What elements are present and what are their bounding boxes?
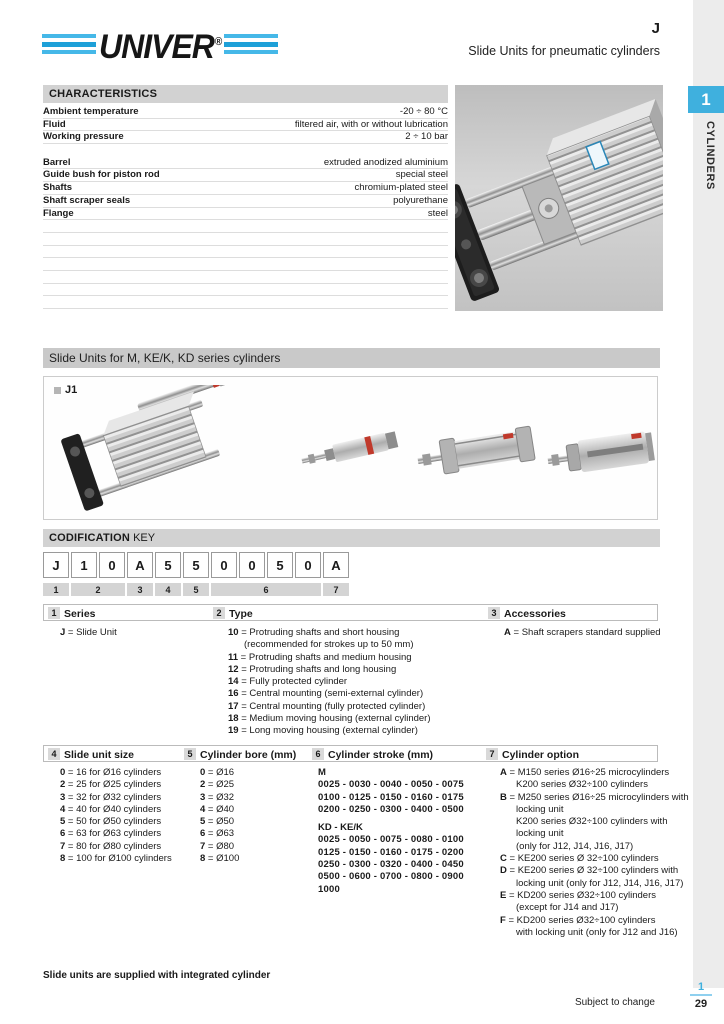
code-character-box: A (127, 552, 153, 578)
stroke-values-line: 0025 - 0050 - 0075 - 0080 - 0100 (318, 834, 464, 846)
entry-code: 8 (60, 853, 66, 865)
characteristics-row (43, 233, 448, 246)
key-entry-line: 5 = Ø50 (200, 816, 235, 828)
stroke-values-line: 0100 - 0125 - 0150 - 0160 - 0175 (318, 791, 464, 803)
entry-code: 7 (200, 840, 206, 852)
logo-stripes-left-icon (42, 34, 96, 58)
entry-code: 5 (200, 816, 206, 828)
key-entry-line: locking unit (516, 828, 564, 840)
characteristics-row (43, 284, 448, 297)
entry-code: 11 (228, 651, 239, 663)
characteristics-row (43, 131, 448, 144)
entry-code: 18 (228, 713, 239, 725)
key-entry-line: (recommended for strokes up to 50 mm) (244, 639, 414, 651)
key-entry-line: locking unit (516, 803, 564, 815)
key-entry-line: with locking unit (only for J12 and J16) (516, 926, 678, 938)
entry-code: 6 (60, 828, 66, 840)
characteristic-label: Flange (43, 207, 74, 219)
section-title: Cylinder bore (mm) (200, 748, 297, 761)
subject-to-change-note: Subject to change (574, 997, 655, 1008)
characteristics-row (43, 271, 448, 284)
key-entry-line: 8 = 100 for Ø100 cylinders (60, 853, 172, 865)
stroke-series-label: KD - KE/K (318, 822, 363, 834)
characteristics-row (43, 144, 448, 157)
characteristic-label: Barrel (43, 156, 71, 168)
entry-code: 3 (60, 791, 66, 803)
key-entry-line: 18 = Medium moving housing (external cylinder) (228, 713, 431, 725)
characteristic-value: 2 ÷ 10 bar (405, 131, 448, 143)
entry-code: A (500, 767, 507, 778)
stroke-values-line: 1000 (318, 883, 340, 895)
codification-code-row (43, 552, 349, 578)
characteristics-row (43, 296, 448, 309)
stroke-series-label: M (318, 767, 326, 778)
section-number-chip: 1 (48, 607, 60, 619)
entry-code: C (500, 853, 507, 865)
document-title: Slide Units for pneumatic cylinders (468, 44, 660, 58)
characteristics-row (43, 220, 448, 233)
key-entry-line: K200 series Ø32÷100 cylinders with (516, 816, 668, 828)
size-column (60, 767, 190, 865)
sidebar-chapter-label: CYLINDERS (704, 121, 716, 190)
logo-wordmark (99, 26, 222, 66)
registered-mark-icon: ® (214, 36, 222, 49)
characteristic-value: -20 ÷ 80 °C (399, 106, 448, 117)
key-entry-line: 12 = Protruding shafts and long housing (228, 663, 397, 675)
stroke-values-line: 0025 - 0030 - 0040 - 0050 - 0075 (318, 779, 464, 791)
key-entry-line: K200 series Ø32÷100 cylinders (516, 779, 648, 791)
entry-code: 12 (228, 663, 239, 675)
page-number-value: 29 (694, 998, 708, 1010)
entry-code: J (60, 627, 66, 638)
page-number (690, 981, 712, 1010)
footer-note: Slide units are supplied with integrated cylinder (43, 970, 271, 981)
stroke-values-line: 0250 - 0300 - 0320 - 0400 - 0450 (318, 859, 464, 871)
characteristic-value: steel (427, 207, 448, 219)
code-position-marker: 7 (323, 583, 349, 596)
characteristic-label: Working pressure (43, 131, 124, 143)
entry-code: E (500, 889, 507, 901)
code-position-marker: 5 (183, 583, 209, 596)
section-title: Type (229, 607, 253, 620)
key-entry-line: 2 = Ø25 (200, 779, 235, 791)
characteristics-row (43, 182, 448, 195)
section-number-chip: 2 (213, 607, 225, 619)
code-position-marker: 6 (211, 583, 321, 596)
characteristic-value: filtered air, with or without lubrication (294, 118, 448, 130)
characteristics-header: CHARACTERISTICS (43, 85, 448, 103)
entry-code: 0 (60, 767, 66, 778)
key-entry-line: locking unit (only for J12, J14, J16, J17) (516, 877, 684, 889)
key-entry-line: 2 = 25 for Ø25 cylinders (60, 779, 162, 791)
entry-code: 4 (200, 803, 206, 815)
entry-code: A (504, 627, 511, 638)
characteristics-row (43, 208, 448, 221)
code-position-marker: 2 (71, 583, 125, 596)
photo-slide-unit-j1 (52, 385, 284, 515)
code-character-box: 1 (71, 552, 97, 578)
key-entry-line: 6 = Ø63 (200, 828, 235, 840)
section-number-chip: 7 (486, 748, 498, 760)
code-character-box: 5 (267, 552, 293, 578)
key-bottom-header (43, 745, 658, 762)
characteristic-label: Fluid (43, 118, 66, 130)
type-column (228, 627, 490, 738)
key-entry-line: 5 = 50 for Ø50 cylinders (60, 816, 162, 828)
characteristic-label: Guide bush for piston rod (43, 169, 160, 181)
code-character-box: A (323, 552, 349, 578)
key-entry-line: 0 = Ø16 (200, 767, 235, 778)
characteristics-row (43, 106, 448, 119)
entry-code: 10 (228, 627, 239, 638)
code-character-box: 0 (99, 552, 125, 578)
key-entry-line: 17 = Central mounting (fully protected cylinder) (228, 700, 426, 712)
slide-unit-photo-illustration (455, 85, 663, 311)
characteristics-row (43, 195, 448, 208)
codification-title-rest: KEY (130, 532, 156, 544)
stroke-values-line: 0125 - 0150 - 0160 - 0175 - 0200 (318, 846, 464, 858)
code-character-box: 0 (211, 552, 237, 578)
section-number-chip: 5 (184, 748, 196, 760)
key-entry-line: 3 = Ø32 (200, 791, 235, 803)
series-column (60, 627, 210, 639)
key-entry-line: 4 = Ø40 (200, 803, 235, 815)
code-character-box: 0 (239, 552, 265, 578)
j1-product-box (43, 376, 658, 520)
page-chapter-number: 1 (690, 981, 712, 996)
section-number-chip: 6 (312, 748, 324, 760)
entry-code: 19 (228, 725, 239, 737)
code-character-box: 5 (155, 552, 181, 578)
photo-mini-cylinder-m-series (292, 405, 404, 495)
section-title: Cylinder stroke (mm) (328, 748, 434, 761)
characteristics-row (43, 119, 448, 132)
key-entry-line: 16 = Central mounting (semi-external cylinder) (228, 688, 424, 700)
option-column (500, 767, 689, 939)
characteristic-label: Ambient temperature (43, 106, 139, 117)
characteristic-label: Shafts (43, 182, 73, 194)
key-entry-line: 19 = Long moving housing (external cylinder) (228, 725, 418, 737)
key-top-header (43, 604, 658, 621)
key-entry-line: F = KD200 series Ø32÷100 cylinders (500, 914, 656, 926)
entry-code: B (500, 791, 507, 803)
key-entry-line: 7 = Ø80 (200, 840, 235, 852)
code-character-box: 5 (183, 552, 209, 578)
accessories-column (504, 627, 660, 639)
entry-code: 16 (228, 688, 239, 700)
characteristics-table (43, 106, 448, 309)
bore-column (200, 767, 310, 865)
key-entry-line: 10 = Protruding shafts and short housing (228, 627, 400, 638)
key-entry-line: 8 = Ø100 (200, 853, 240, 865)
series-section-header: Slide Units for M, KE/K, KD series cylinders (43, 348, 660, 368)
key-entry-line: 3 = 32 for Ø32 cylinders (60, 791, 162, 803)
entry-code: 4 (60, 803, 66, 815)
key-entry-line: A = Shaft scrapers standard supplied (504, 627, 661, 638)
photo-compact-cylinder-kd-series (542, 401, 660, 501)
entry-code: 3 (200, 791, 206, 803)
code-position-marker: 1 (43, 583, 69, 596)
codification-header (43, 529, 660, 547)
characteristics-row (43, 258, 448, 271)
key-entry-line: C = KE200 series Ø 32÷100 cylinders (500, 853, 659, 865)
entry-code: 2 (200, 779, 206, 791)
entry-code: 17 (228, 700, 239, 712)
key-entry-line: (only for J12, J14, J16, J17) (516, 840, 634, 852)
product-photo-slide-unit (455, 85, 663, 311)
entry-code: F (500, 914, 506, 926)
key-entry-line: D = KE200 series Ø 32÷100 cylinders with (500, 865, 679, 877)
section-title: Cylinder option (502, 748, 579, 761)
code-character-box: J (43, 552, 69, 578)
section-number-chip: 3 (488, 607, 500, 619)
section-number-chip: 4 (48, 748, 60, 760)
stroke-column (318, 767, 483, 896)
entry-code: 14 (228, 676, 239, 688)
key-entry-line: (except for J14 and J17) (516, 902, 619, 914)
key-entry-line: E = KD200 series Ø32÷100 cylinders (500, 889, 656, 901)
univer-logo (42, 27, 278, 65)
characteristic-value: special steel (395, 169, 448, 181)
key-entry-line: 7 = 80 for Ø80 cylinders (60, 840, 162, 852)
code-position-marker: 4 (155, 583, 181, 596)
characteristics-row (43, 246, 448, 259)
codification-title-bold: CODIFICATION (49, 532, 131, 544)
entry-code: 8 (200, 853, 206, 865)
key-entry-line: 4 = 40 for Ø40 cylinders (60, 803, 162, 815)
section-title: Series (64, 607, 96, 620)
document-code: J (651, 20, 660, 37)
logo-stripes-right-icon (224, 34, 278, 58)
characteristics-row (43, 157, 448, 170)
key-entry-line: B = M250 series Ø16÷25 microcylinders with (500, 791, 689, 803)
brand-text: UNIVER (99, 26, 214, 66)
characteristic-value: extruded anodized aluminium (323, 156, 448, 168)
stroke-values-line: 0200 - 0250 - 0300 - 0400 - 0500 (318, 803, 464, 815)
entry-code: 7 (60, 840, 66, 852)
entry-code: 2 (60, 779, 66, 791)
key-entry-line: 11 = Protruding shafts and medium housing (228, 651, 412, 663)
code-character-box: 0 (295, 552, 321, 578)
characteristic-value: chromium-plated steel (354, 182, 448, 194)
key-entry-line: A = M150 series Ø16÷25 microcylinders (500, 767, 670, 778)
product-family-text: J1 (65, 384, 78, 396)
key-entry-line: 14 = Fully protected cylinder (228, 676, 348, 688)
chapter-number-badge: 1 (688, 86, 724, 113)
stroke-values-line: 0500 - 0600 - 0700 - 0800 - 0900 (318, 871, 464, 883)
code-position-marker: 3 (127, 583, 153, 596)
key-entry-line: 0 = 16 for Ø16 cylinders (60, 767, 162, 778)
entry-code: 0 (200, 767, 206, 778)
key-entry-line: 6 = 63 for Ø63 cylinders (60, 828, 162, 840)
characteristic-label: Shaft scraper seals (43, 194, 131, 206)
entry-code: D (500, 865, 507, 877)
section-title: Accessories (504, 607, 566, 620)
characteristic-value: polyurethane (393, 194, 448, 206)
characteristics-row (43, 169, 448, 182)
codification-marker-row (43, 583, 349, 596)
entry-code: 5 (60, 816, 66, 828)
section-title: Slide unit size (64, 748, 135, 761)
key-entry-line: J = Slide Unit (60, 627, 117, 638)
photo-iso-cylinder-k-series (412, 395, 540, 505)
entry-code: 6 (200, 828, 206, 840)
